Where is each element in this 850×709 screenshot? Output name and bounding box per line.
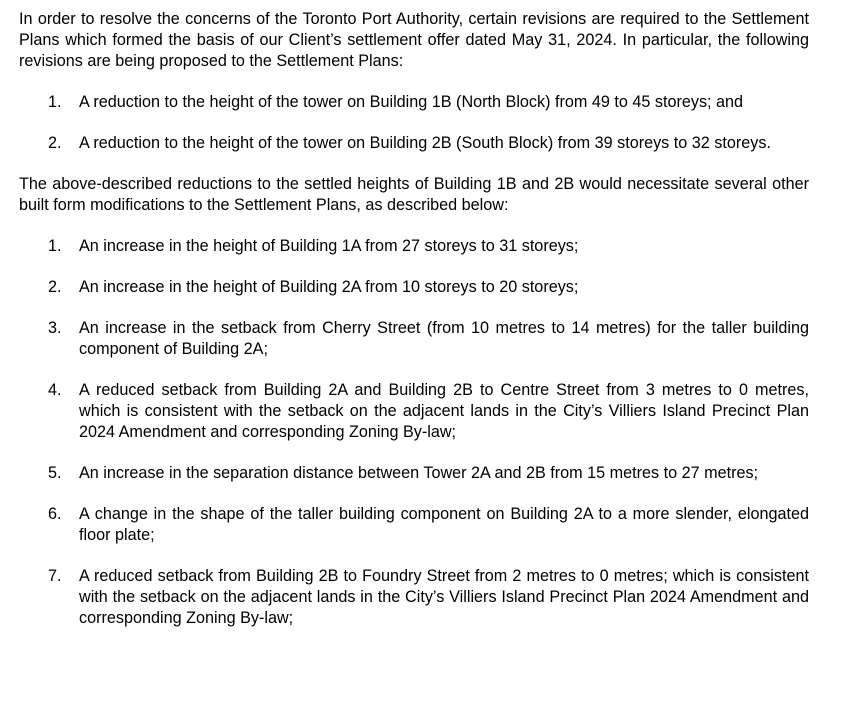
document-page: [19, 9, 809, 649]
list-item: [19, 318, 809, 360]
list-item: [19, 92, 809, 113]
list-item-text: A reduction to the height of the tower on Building 2B (South Block) from 39 storeys to 32 storeys.: [79, 134, 771, 152]
list-item-number: 4.: [48, 381, 62, 399]
list-item-number: 1.: [48, 237, 62, 255]
list-item-text: A reduced setback from Building 2B to Foundry Street from 2 metres to 0 metres; which is consistent with the setback on the adjacent lands in the City’s Villiers Island Precinct Plan 2024 Amendment and corresponding Zoning By-law;: [79, 567, 809, 627]
list-item-text: An increase in the separation distance between Tower 2A and 2B from 15 metres to 27 metres;: [79, 464, 759, 482]
list-item-text: A reduced setback from Building 2A and Building 2B to Centre Street from 3 metres to 0 metres, which is consistent with the setback on the adjacent lands in the City’s Villiers Island Precinct Plan 2024 Amendment and corresponding Zoning By-law;: [79, 381, 809, 441]
list-item: [19, 380, 809, 443]
list-item-number: 3.: [48, 319, 62, 337]
list-item-number: 5.: [48, 464, 62, 482]
intro-paragraph: In order to resolve the concerns of the Toronto Port Authority, certain revisions are required to the Settlement Plans which formed the basis of our Client’s settlement offer dated May 31, 2024. In particular, the following revisions are being proposed to the Settlement Plans:: [19, 10, 809, 70]
list-item: [19, 277, 809, 298]
list-item: [19, 133, 809, 154]
list-item-number: 6.: [48, 505, 62, 523]
list-item-number: 1.: [48, 93, 62, 111]
list-item-text: A change in the shape of the taller building component on Building 2A to a more slender, elongated floor plate;: [79, 505, 809, 544]
list-item-text: A reduction to the height of the tower on Building 1B (North Block) from 49 to 45 storeys; and: [79, 93, 744, 111]
list-item: [19, 236, 809, 257]
list-item-number: 2.: [48, 134, 62, 152]
list-item-text: An increase in the height of Building 2A from 10 storeys to 20 storeys;: [79, 278, 579, 296]
list-item: [19, 566, 809, 629]
list-item-text: An increase in the setback from Cherry Street (from 10 metres to 14 metres) for the taller building component of Building 2A;: [79, 319, 809, 358]
list-item: [19, 504, 809, 546]
built-form-modifications-list: [19, 236, 809, 629]
proposed-revisions-list: [19, 92, 809, 154]
list-item-number: 2.: [48, 278, 62, 296]
list-item: [19, 463, 809, 484]
list-item-number: 7.: [48, 567, 62, 585]
second-paragraph: The above-described reductions to the settled heights of Building 1B and 2B would necessitate several other built form modifications to the Settlement Plans, as described below:: [19, 175, 809, 214]
list-item-text: An increase in the height of Building 1A from 27 storeys to 31 storeys;: [79, 237, 579, 255]
